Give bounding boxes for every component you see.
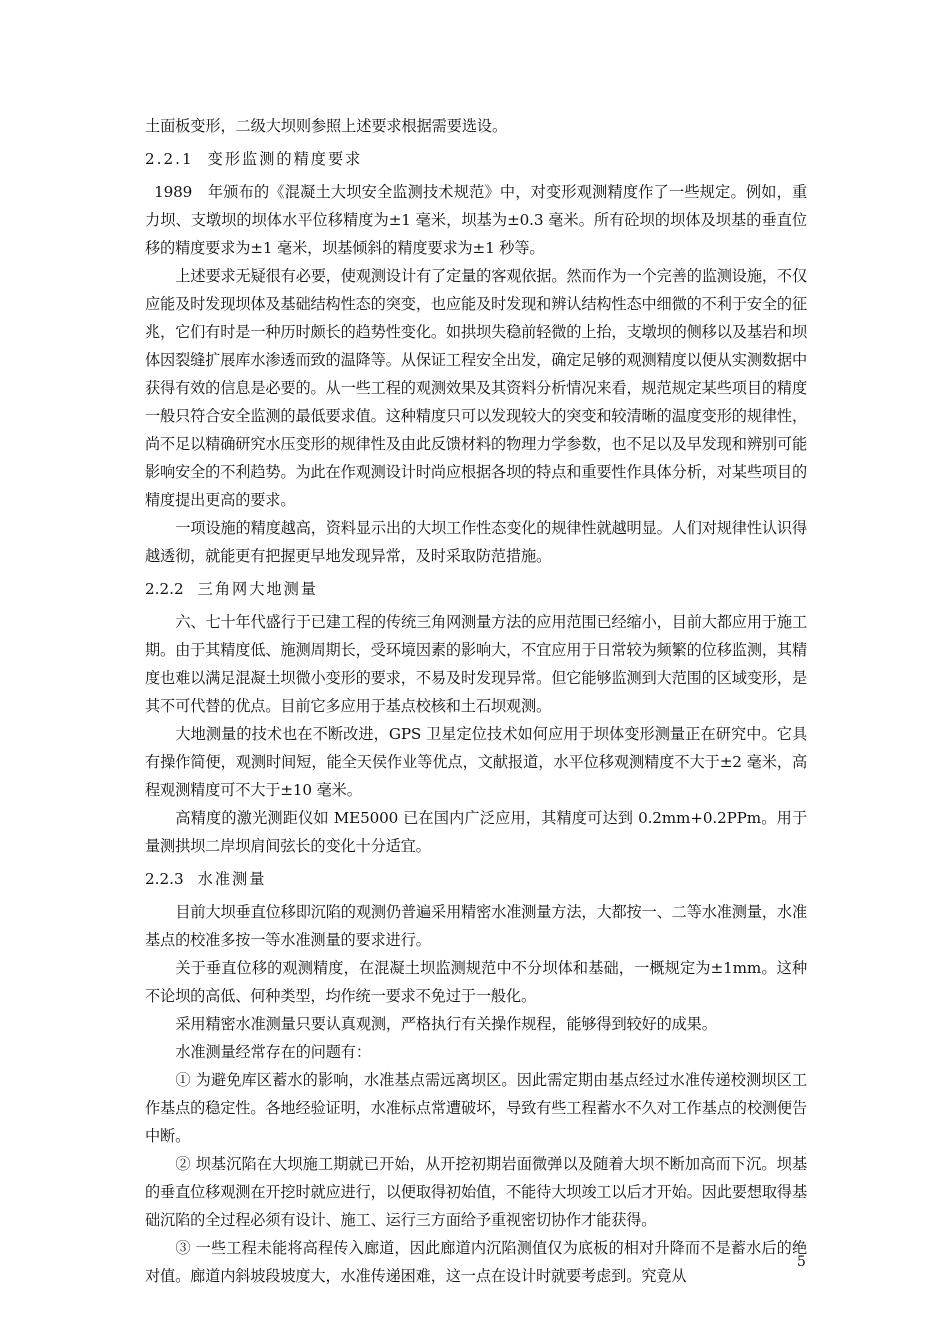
page-content	[145, 112, 807, 1290]
paragraph: 关于垂直位移的观测精度，在混凝土坝监测规范中不分坝体和基础，一概规定为±1mm。这种不论坝的高低、何种类型，均作统一要求不免过于一般化。	[145, 959, 807, 1005]
section-title: 三角网大地测量	[197, 580, 318, 598]
section-number: 2.2.3	[145, 870, 184, 888]
section-title: 变形监测的精度要求	[207, 150, 363, 168]
paragraph: 六、七十年代盛行于已建工程的传统三角网测量方法的应用范围已经缩小，目前大都应用于施工期。由于其精度低、施测周期长，受环境因素的影响大，不宜应用于日常较为频繁的位移监测，其精度也难以满足混凝土坝微小变形的要求，不易及时发现异常。但它能够监测到大范围的区域变形，是其不可代替的优点。目前它多应用于基点校核和土石坝观测。	[145, 613, 807, 715]
paragraph: 上述要求无疑很有必要，使观测设计有了定量的客观依据。然而作为一个完善的监测设施，不仅应能及时发现坝体及基础结构性态的突变，也应能及时发现和辨认结构性态中细微的不利于安全的征兆，它们有时是一种历时颇长的趋势性变化。如拱坝失稳前轻微的上抬，支墩坝的侧移以及基岩和坝体因裂缝扩展库水渗透而致的温降等。从保证工程安全出发，确定足够的观测精度以便从实测数据中获得有效的信息是必要的。从一些工程的观测效果及其资料分析情况来看，规范规定某些项目的精度一般只符合安全监测的最低要求值。这种精度只可以发现较大的突变和较清晰的温度变形的规律性，尚不足以精确研究水压变形的规律性及由此反馈材料的物理力学参数，也不足以及早发现和辨别可能影响安全的不利趋势。为此在作观测设计时尚应根据各坝的特点和重要性作具体分析，对某些项目的精度提出更高的要求。	[145, 267, 807, 509]
paragraph: 水准测量经常存在的问题有：	[175, 1043, 371, 1061]
paragraph: 1989 年颁布的《混凝土大坝安全监测技术规范》中，对变形观测精度作了一些规定。例如，重力坝、支墩坝的坝体水平位移精度为±1 毫米，坝基为±0.3 毫米。所有砼坝的坝体及坝基的垂直位移的精度要求为±1 毫米，坝基倾斜的精度要求为±1 秒等。	[145, 183, 807, 257]
section-number: 2.2.2	[145, 580, 184, 598]
section-title: 水准测量	[197, 870, 267, 888]
paragraph: 目前大坝垂直位移即沉陷的观测仍普遍采用精密水准测量方法，大都按一、二等水准测量，水准基点的校准多按一等水准测量的要求进行。	[145, 903, 807, 949]
page-number: 5	[797, 1254, 806, 1270]
list-item: ② 坝基沉陷在大坝施工期就已开始，从开挖初期岩面微弹以及随着大坝不断加高而下沉。坝基的垂直位移观测在开挖时就应进行，以便取得初始值，不能待大坝竣工以后才开始。因此要想取得基础沉陷的全过程必须有设计、施工、运行三方面给予重视密切协作才能获得。	[145, 1155, 807, 1229]
paragraph: 大地测量的技术也在不断改进，GPS 卫星定位技术如何应用于坝体变形测量正在研究中。它具有操作简便，观测时间短，能全天侯作业等优点，文献报道，水平位移观测精度不大于±2 毫米，高程观测精度可不大于±10 毫米。	[145, 725, 807, 799]
paragraph: 采用精密水准测量只要认真观测，严格执行有关操作规程，能够得到较好的成果。	[175, 1015, 717, 1033]
paragraph: 高精度的激光测距仪如 ME5000 已在国内广泛应用，其精度可达到 0.2mm+0.2PPm。用于量测拱坝二岸坝肩间弦长的变化十分适宜。	[145, 809, 807, 855]
section-heading-2-2-3	[145, 865, 807, 893]
list-item: ① 为避免库区蓄水的影响，水准基点需远离坝区。因此需定期由基点经过水准传递校测坝区工作基点的稳定性。各地经验证明，水准标点常遭破坏，导致有些工程蓄水不久对工作基点的校测便告中断。	[145, 1071, 807, 1145]
section-number: 2.2.1	[145, 150, 194, 168]
intro-line: 土面板变形，二级大坝则参照上述要求根据需要选设。	[145, 117, 508, 135]
paragraph: 一项设施的精度越高，资料显示出的大坝工作性态变化的规律性就越明显。人们对规律性认识得越透彻，就能更有把握更早地发现异常，及时采取防范措施。	[145, 519, 807, 565]
section-heading-2-2-1	[145, 145, 807, 173]
section-heading-2-2-2	[145, 575, 807, 603]
list-item: ③ 一些工程未能将高程传入廊道，因此廊道内沉陷测值仅为底板的相对升降而不是蓄水后的绝对值。廊道内斜坡段坡度大，水准传递困难，这一点在设计时就要考虑到。究竟从	[145, 1239, 807, 1285]
